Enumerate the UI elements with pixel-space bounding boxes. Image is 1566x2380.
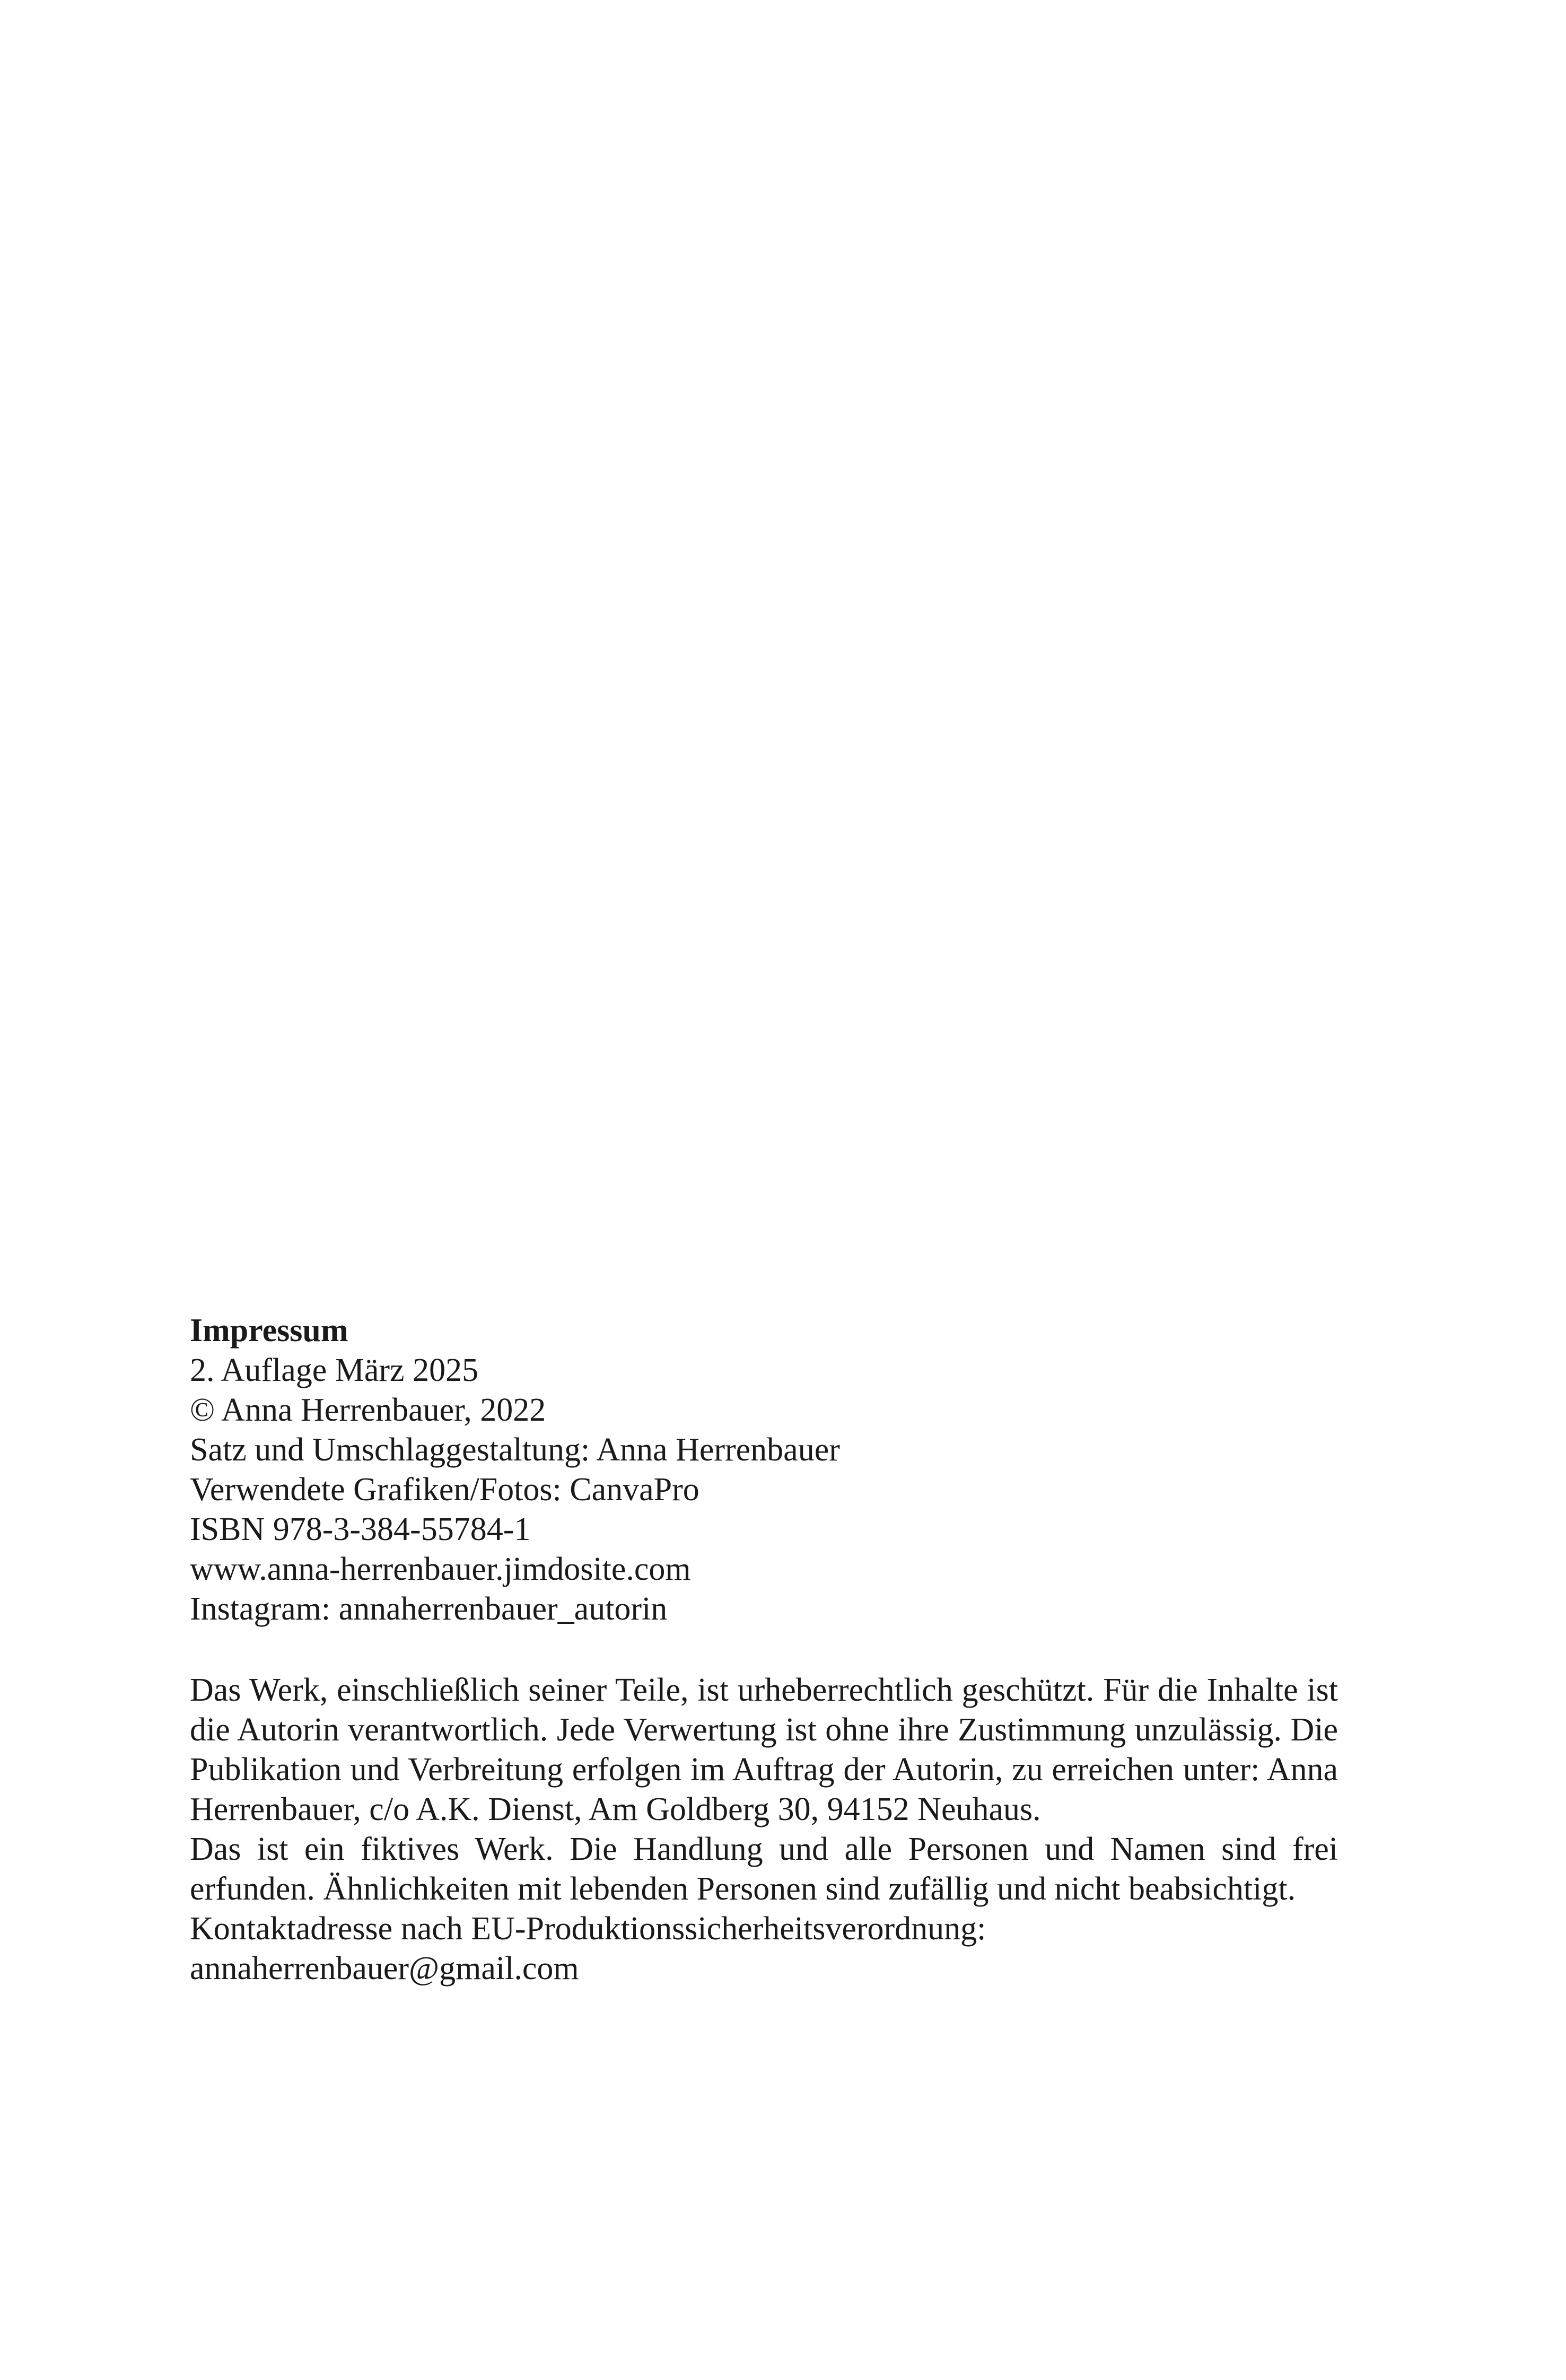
contact-label: Kontaktadresse nach EU-Produktionssicherheitsverordnung: [190, 1911, 986, 1947]
graphics-credit-line: Verwendete Grafiken/Fotos: CanvaPro [190, 1472, 699, 1508]
copyright-notice-paragraph: Das Werk, einschließlich seiner Teile, ist urheberrechtlich geschützt. Für die Inhalte ist die Autorin verantwortlich. Jede Verwertung ist ohne ihre Zustimmung unzulässig. Die Publikation und Verbreitung erfolgen im Auftrag der Autorin, zu erreichen unter: Anna Herrenbauer, c/o A.K. Dienst, Am Goldberg 30, 94152 Neuhaus. [190, 1672, 1338, 1827]
copyright-line: © Anna Herrenbauer, 2022 [190, 1392, 546, 1428]
isbn-line: ISBN 978-3-384-55784-1 [190, 1511, 531, 1547]
website-link[interactable]: www.anna-herrenbauer.jimdosite.com [190, 1551, 691, 1587]
imprint-heading: Impressum [190, 1312, 348, 1349]
instagram-line: Instagram: annaherrenbauer_autorin [190, 1591, 668, 1627]
fiction-notice-paragraph: Das ist ein fiktives Werk. Die Handlung und alle Personen und Namen sind frei erfunden. Ähnlichkeiten mit lebenden Personen sind zufällig und nicht beabsichtigt. [190, 1831, 1338, 1907]
edition-line: 2. Auflage März 2025 [190, 1352, 479, 1388]
imprint-block [190, 1311, 1338, 1629]
design-credit-line: Satz und Umschlaggestaltung: Anna Herrenbauer [190, 1432, 840, 1468]
legal-block [190, 1670, 1338, 1989]
contact-email-link[interactable]: annaherrenbauer@gmail.com [190, 1950, 579, 1987]
